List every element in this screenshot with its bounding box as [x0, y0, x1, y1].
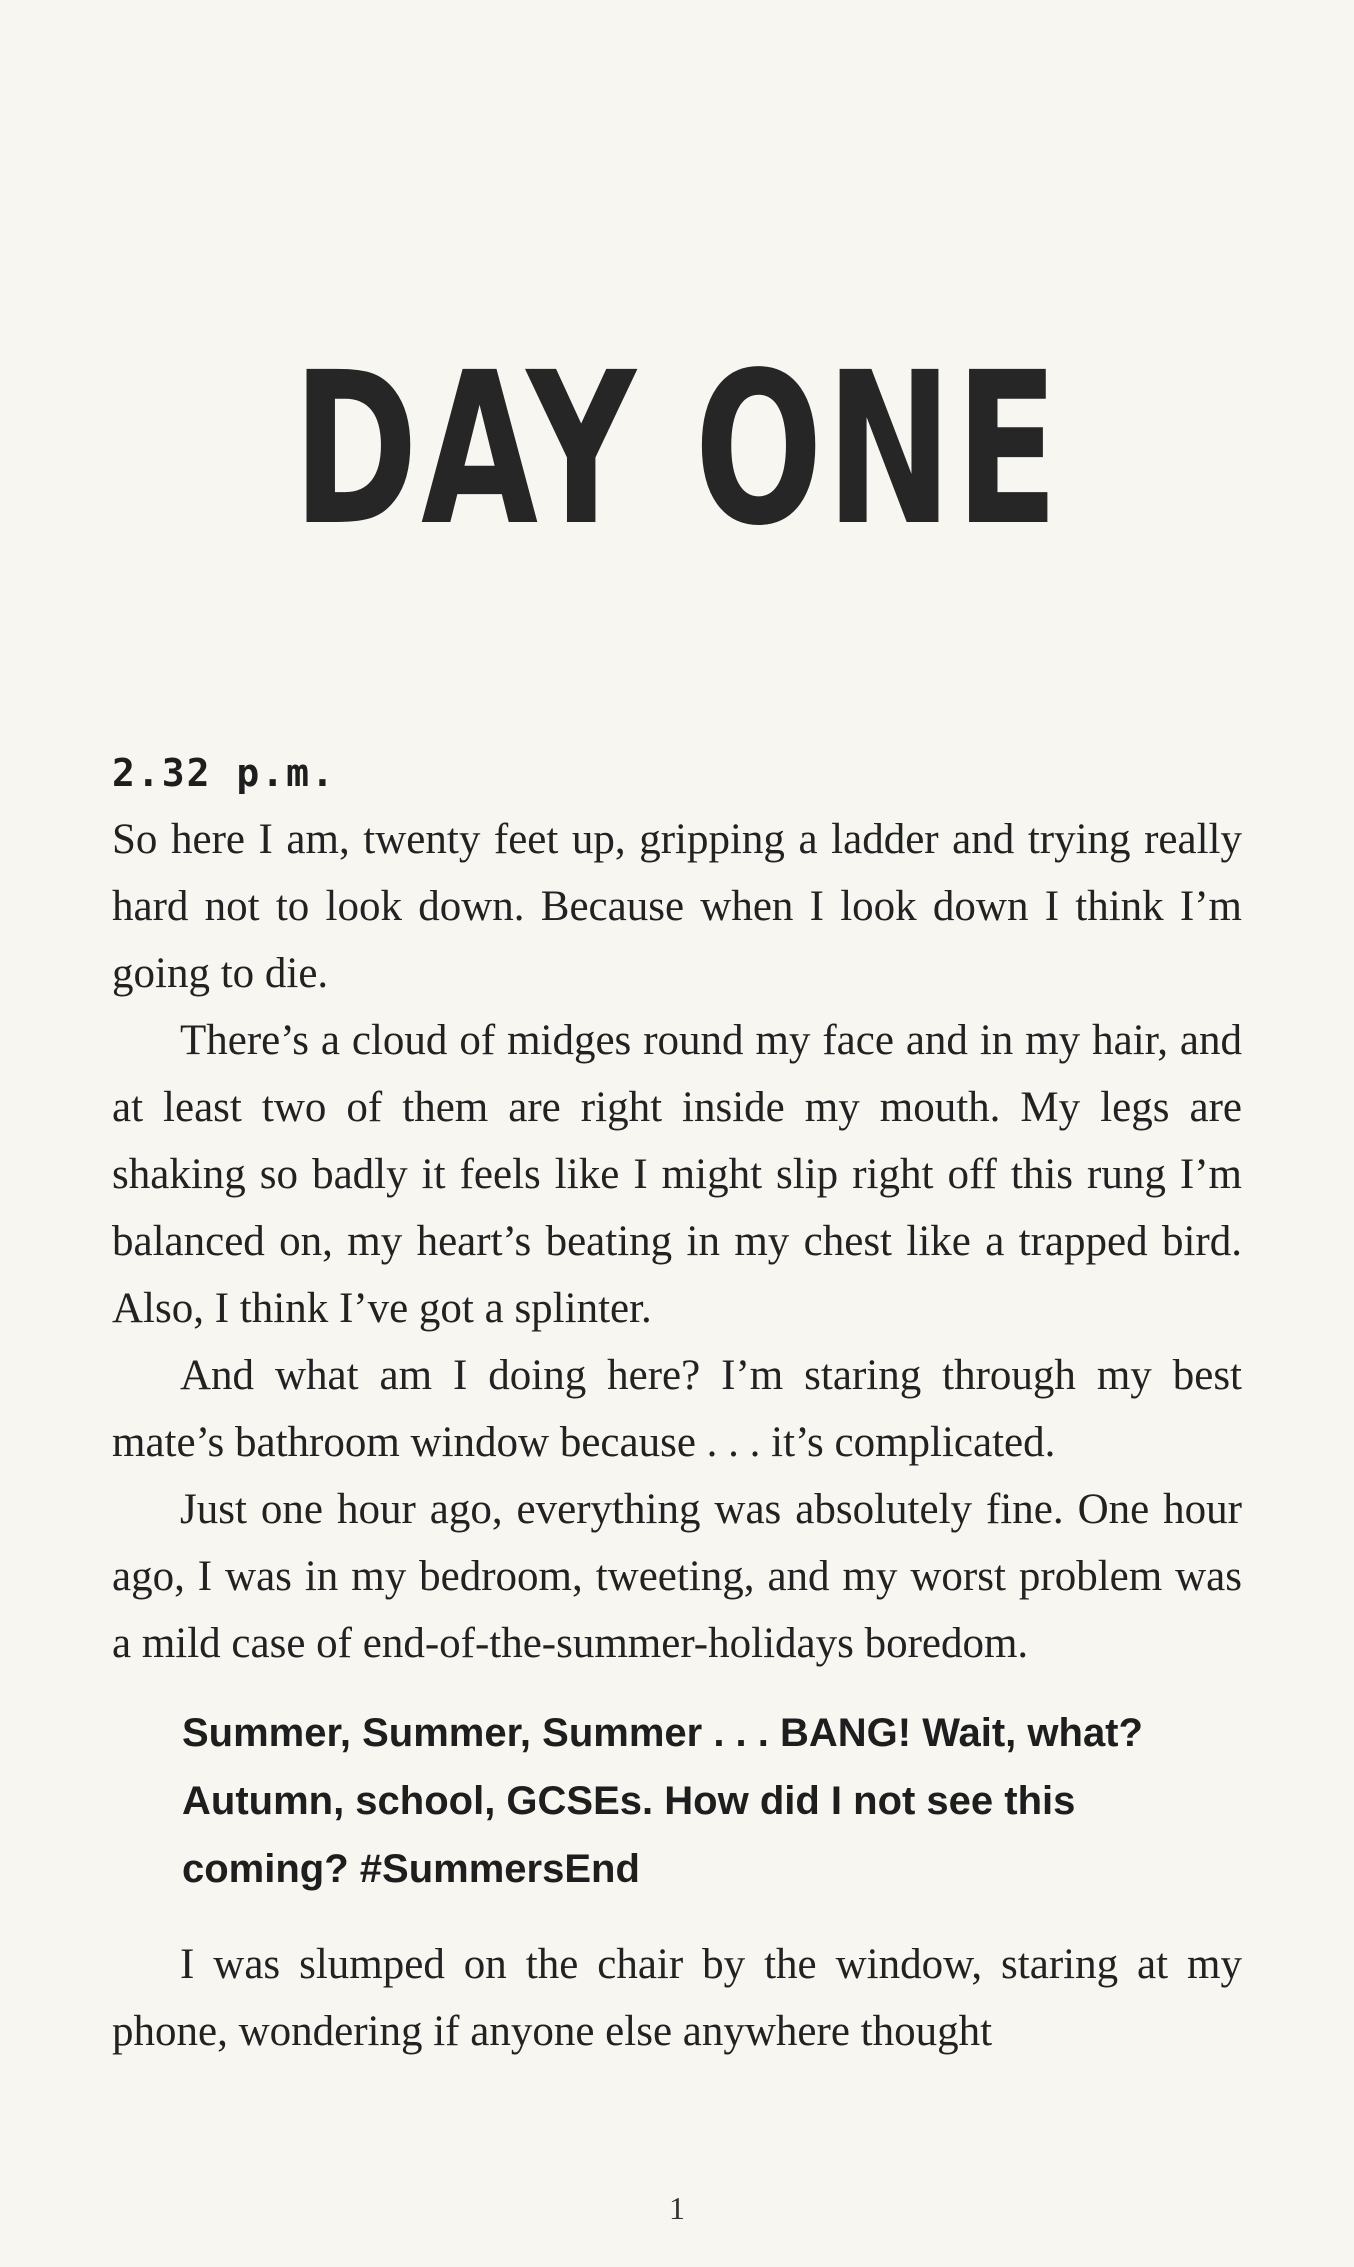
- paragraph-3: And what am I doing here? I’m staring through my best mate’s bathroom window because . . . it’s complicated.: [112, 1352, 1242, 1466]
- chapter-title: DAY ONE: [292, 327, 1062, 572]
- paragraph-4: Just one hour ago, everything was absolutely fine. One hour ago, I was in my bedroom, tweeting, and my worst problem was a mild case of end-of-the-summer-holidays boredom.: [112, 1486, 1242, 1667]
- chapter-body: [112, 748, 1242, 2065]
- entry-timestamp: 2.32 p.m.: [112, 751, 336, 795]
- paragraph-5: I was slumped on the chair by the window, staring at my phone, wondering if anyone else anywhere thought: [112, 1941, 1242, 2055]
- page-number: 1: [669, 2190, 685, 2226]
- paragraph-2: There’s a cloud of midges round my face and in my hair, and at least two of them are right inside my mouth. My legs are shaking so badly it feels like I might slip right off this rung I’m balanced on, my heart’s beating in my chest like a trapped bird. Also, I think I’ve got a splinter.: [112, 1017, 1242, 1332]
- paragraph-1: So here I am, twenty feet up, gripping a ladder and trying really hard not to look down. Because when I look down I think I’m going to die.: [112, 816, 1242, 997]
- tweet-block: Summer, Summer, Summer . . . BANG! Wait, what? Autumn, school, GCSEs. How did I not see this coming? #SummersEnd: [182, 1711, 1143, 1891]
